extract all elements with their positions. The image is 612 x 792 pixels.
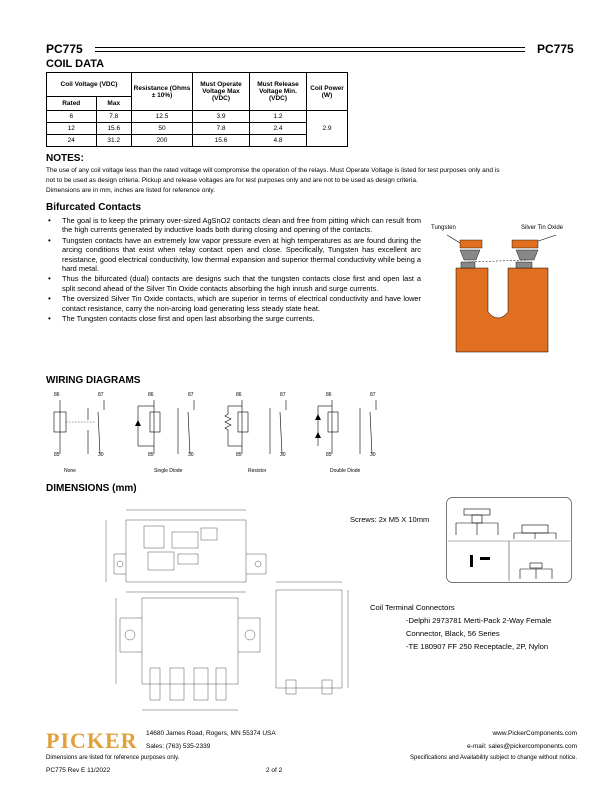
picker-logo: PICKER	[46, 728, 138, 753]
footer-sales-phone: Sales: (763) 535-2339	[146, 743, 211, 750]
coil-data-table	[46, 72, 348, 147]
footer-address: 14680 James Road, Rogers, MN 55374 USA	[146, 730, 276, 737]
bifurcated-title: Bifurcated Contacts	[46, 202, 142, 213]
silver-tin-oxide-label: Silver Tin Oxide	[521, 225, 564, 231]
wiring-diagram-resistor	[222, 390, 294, 480]
footer-disclaimer-left: Dimensions are listed for reference purposes only.	[46, 755, 180, 761]
cell-rated: 6	[47, 111, 97, 123]
cell-resistance: 50	[132, 123, 193, 135]
th-must-operate: Must Operate Voltage Max (VDC)	[193, 73, 250, 111]
part-number-left: PC775	[46, 42, 83, 56]
wiring-caption: None	[64, 468, 76, 474]
header-rule-bottom	[95, 51, 525, 52]
pin-30-label: 30	[188, 452, 194, 458]
list-item: • Tungsten contacts have an extremely low vapor pressure even at high temperatures as are found during the arcing conditions that exist when relay contact open and close. Specifically, Tungsten has excellent arc resistance, good electrical conductivity, low thermal expansion and superior thermal conductivity while being a hard metal.	[46, 236, 421, 274]
pin-87-label: 87	[280, 392, 286, 398]
pin-85-label: 85	[326, 452, 332, 458]
cell-resistance: 200	[132, 135, 193, 147]
th-rated: Rated	[47, 97, 97, 111]
list-item: • Thus the bifurcated (dual) contacts are designs such that the tungsten contacts close first and open last a split second ahead of the Silver Tin Oxide contacts absorbing the high inrush and surge currents.	[46, 274, 421, 293]
notes-line: Dimensions are in mm, inches are listed for reference only.	[46, 187, 215, 194]
wiring-caption: Single Diode	[154, 468, 183, 474]
header-rule-top	[95, 47, 525, 48]
terminal-connectors-title: Coil Terminal Connectors	[370, 603, 455, 612]
terminal-line: -Delphi 2973781 Merti-Pack 2-Way Female	[406, 616, 552, 625]
pin-85-label: 85	[148, 452, 154, 458]
footer-email[interactable]: e-mail: sales@pickercomponents.com	[467, 743, 577, 750]
terminal-line: Connector, Black, 56 Series	[406, 629, 500, 638]
cell-resistance: 12.5	[132, 111, 193, 123]
list-item: • The Tungsten contacts close first and open last absorbing the surge currents.	[46, 314, 421, 323]
list-item: • The oversized Silver Tin Oxide contacts, which are superior in terms of electrical conductivity and have lower contact resistance, carry the non-arcing load generating less steady state heat.	[46, 294, 421, 313]
pin-30-label: 30	[280, 452, 286, 458]
pin-87-label: 87	[98, 392, 104, 398]
notes-line: The use of any coil voltage less than the rated voltage will compromise the operation of the relays. Must Operate Voltage is listed for test purposes only and is	[46, 167, 500, 174]
pin-30-label: 30	[370, 452, 376, 458]
pin-86-label: 86	[236, 392, 242, 398]
th-max: Max	[96, 97, 131, 111]
notes-line: not to be used as design criteria. Pickup and release voltages are for test purposes only and are not to be used as design criteria.	[46, 177, 418, 184]
wiring-caption: Resistor	[248, 468, 267, 474]
cell-rated: 12	[47, 123, 97, 135]
th-resistance: Resistance (Ohms ± 10%)	[132, 73, 193, 111]
pin-87-label: 87	[370, 392, 376, 398]
wiring-caption: Double Diode	[330, 468, 361, 474]
th-coil-power: Coil Power (W)	[307, 73, 348, 111]
cell-release: 4.8	[250, 135, 307, 147]
dimensions-title: DIMENSIONS (mm)	[46, 483, 137, 494]
cell-max: 7.8	[96, 111, 131, 123]
bifurcated-contact-illustration	[428, 232, 578, 362]
wiring-diagram-single-diode	[130, 390, 202, 480]
wiring-diagram-double-diode	[312, 390, 384, 480]
th-must-release: Must Release Voltage Min. (VDC)	[250, 73, 307, 111]
footer-page-number: 2 of 2	[266, 767, 283, 774]
list-item: • The goal is to keep the primary over-sized AgSnO2 contacts clean and free from pitting which can result from the high currents generated by inductive loads both during closing and opening of the contacts.	[46, 216, 421, 235]
footer-website[interactable]: www.PickerComponents.com	[492, 730, 577, 737]
tungsten-label: Tungsten	[431, 225, 456, 231]
footer-disclaimer-right: Specifications and Availability subject to change without notice.	[410, 755, 577, 761]
screws-spec: Screws: 2x M5 X 10mm	[350, 515, 430, 524]
cell-release: 2.4	[250, 123, 307, 135]
wiring-title: WIRING DIAGRAMS	[46, 375, 141, 386]
bifurcated-list	[46, 216, 421, 323]
cell-operate: 15.6	[193, 135, 250, 147]
cell-operate: 3.9	[193, 111, 250, 123]
th-coil-voltage: Coil Voltage (VDC)	[47, 73, 132, 97]
part-number-right: PC775	[537, 42, 574, 56]
notes-body	[46, 166, 576, 196]
wiring-diagram-none	[40, 390, 112, 480]
cell-operate: 7.8	[193, 123, 250, 135]
pin-86-label: 86	[326, 392, 332, 398]
footer-revision: PC775 Rev E 11/2022	[46, 767, 111, 774]
pin-87-label: 87	[188, 392, 194, 398]
pin-86-label: 86	[148, 392, 154, 398]
cell-coil-power: 2.9	[307, 111, 348, 147]
cell-rated: 24	[47, 135, 97, 147]
cell-release: 1.2	[250, 111, 307, 123]
pin-86-label: 86	[54, 392, 60, 398]
pin-30-label: 30	[98, 452, 104, 458]
terminal-line: -TE 180907 FF 250 Receptacle, 2P, Nylon	[406, 642, 549, 651]
coil-data-title: COIL DATA	[46, 58, 105, 70]
notes-title: NOTES:	[46, 153, 84, 164]
coil-terminal-detail	[446, 497, 572, 583]
cell-max: 31.2	[96, 135, 131, 147]
pin-85-label: 85	[236, 452, 242, 458]
pin-85-label: 85	[54, 452, 60, 458]
dimension-drawing	[86, 492, 356, 724]
terminal-connectors	[370, 601, 551, 653]
cell-max: 15.6	[96, 123, 131, 135]
